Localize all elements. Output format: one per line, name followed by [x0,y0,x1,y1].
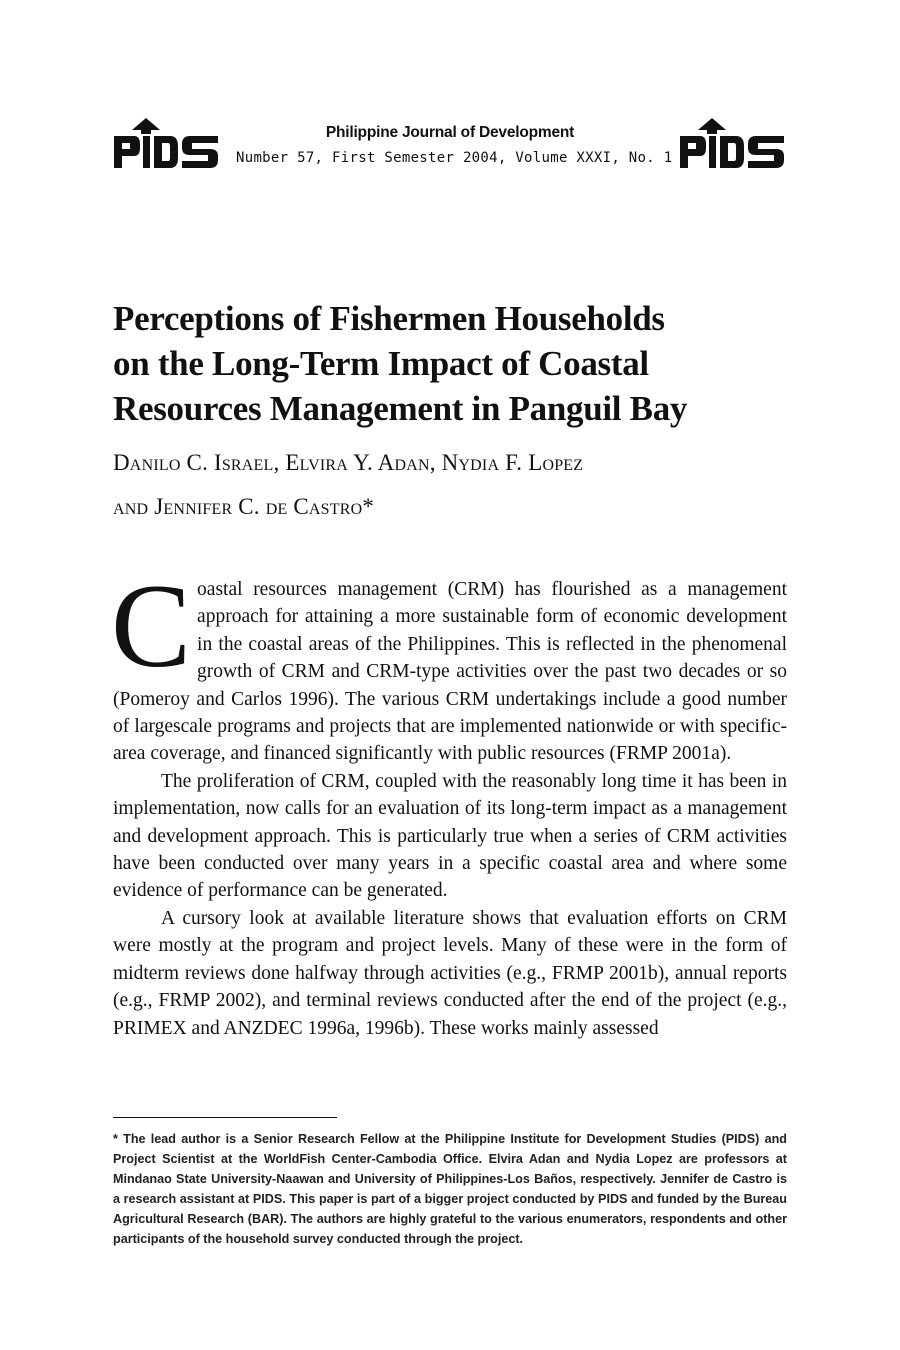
paragraph: A cursory look at available literature shows that evaluation efforts on CRM were mostly at the program and project levels. Many of these were in the form of midterm reviews done halfway through activities (e.g., FRMP 2001b), annual reports (e.g., FRMP 2002), and terminal reviews conducted after the end of the project (e.g., PRIMEX and ANZDEC 1996a, 1996b). These works mainly assessed [113,907,787,1039]
title-line: on the Long-Term Impact of Coastal [113,344,649,383]
footnote-divider [113,1117,337,1118]
article-title [113,296,763,431]
drop-cap: C [111,559,192,692]
journal-header [112,116,788,174]
title-line: Resources Management in Panguil Bay [113,389,688,428]
article-body [111,559,787,1042]
author-list: Danilo C. Israel, Elvira Y. Adan, Nydia F. Lopez [113,450,584,475]
paragraph: The proliferation of CRM, coupled with the reasonably long time it has been in implementation, now calls for an evaluation of its long-term impact as a management and development approach. This is particularly true when a series of CRM activities have been conducted over many years in a specific coastal area and where some evidence of performance can be generated. [113,770,787,902]
author-list: and Jennifer C. de Castro* [113,494,375,519]
author-footnote: * The lead author is a Senior Research Fellow at the Philippine Institute for Development Studies (PIDS) and Project Scientist at the WorldFish Center-Cambodia Office. Elvira Adan and Nydia Lopez are professors at Mindanao State University-Naawan and University of Philippines-Los Baños, respectively. Jennifer de Castro is a research assistant at PIDS. This paper is part of a bigger project conducted by PIDS and funded by the Bureau Agricultural Research (BAR). The authors are highly grateful to the various enumerators, respondents and other participants of the household survey conducted through the project. [113,1132,787,1246]
journal-name: Philippine Journal of Development [325,124,575,141]
pids-logo [678,116,786,170]
paragraph [111,559,787,768]
issue-info: Number 57, First Semester 2004, Volume XXXI, No. 1 [236,150,673,166]
title-line: Perceptions of Fishermen Households [113,299,665,338]
paragraph-text: oastal resources management (CRM) has flourished as a management approach for attaining a more sustainable form of economic development in the coastal areas of the Philippines. This is reflected in the phenomenal growth of CRM and CRM-type activities over the past two decades or so (Pomeroy and Carlos 1996). The various CRM undertakings include a good number of largescale programs and projects that are implemented nationwide or with specific-area coverage, and financed significantly with public resources (FRMP 2001a). [113,579,787,765]
pids-logo [112,116,220,170]
